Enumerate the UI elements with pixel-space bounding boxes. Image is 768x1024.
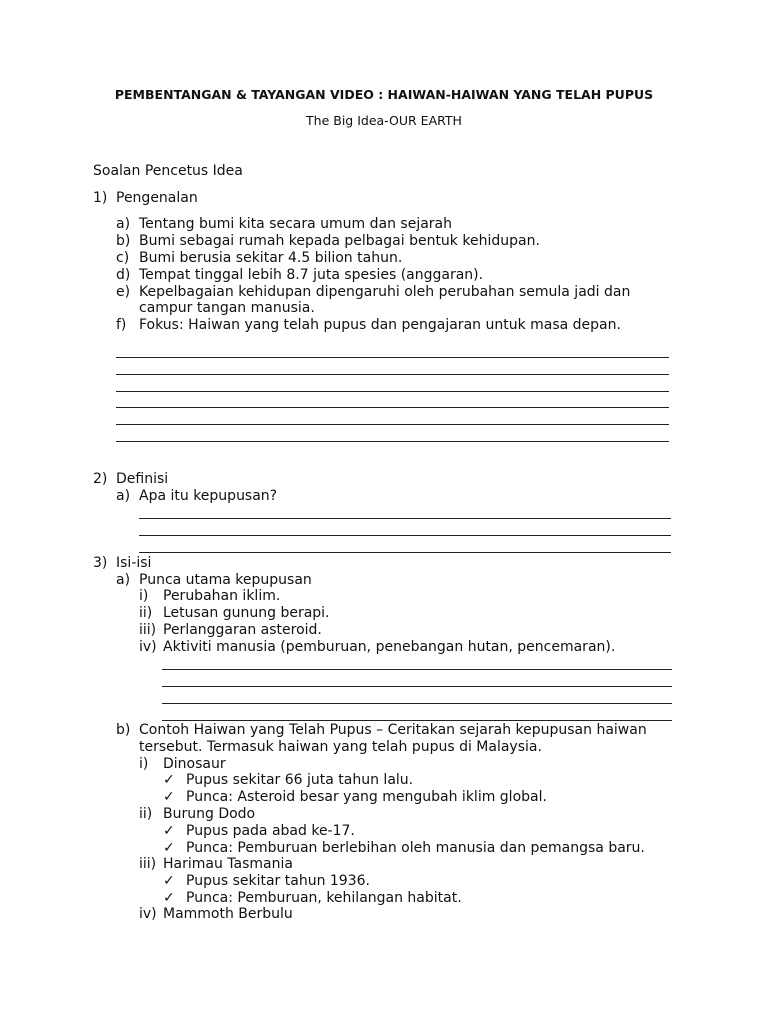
list-marker: i): [139, 756, 149, 772]
answer-line: [139, 518, 671, 519]
bullet-text: Punca: Pemburuan, kehilangan habitat.: [186, 890, 462, 906]
list-marker: ii): [139, 806, 153, 822]
check-point: [163, 823, 177, 840]
answer-line: [162, 669, 672, 670]
animal-name: Harimau Tasmania: [163, 856, 293, 872]
answer-line: [116, 407, 669, 408]
section-3-number: 3): [93, 555, 108, 571]
checkmark-icon: ✓: [163, 840, 175, 856]
section-1-heading: Pengenalan: [116, 190, 198, 206]
list-item: Perlanggaran asteroid.: [163, 622, 322, 638]
bullet-text: Punca: Asteroid besar yang mengubah iklim global.: [186, 789, 547, 805]
list-marker: d): [116, 267, 131, 283]
list-item: Aktiviti manusia (pemburuan, penebangan hutan, pencemaran).: [163, 639, 616, 655]
check-point: [163, 873, 177, 890]
list-item: Kepelbagaian kehidupan dipengaruhi oleh perubahan semula jadi dan: [139, 284, 631, 300]
checkmark-icon: ✓: [163, 823, 175, 839]
answer-line: [139, 535, 671, 536]
page-title: PEMBENTANGAN & TAYANGAN VIDEO : HAIWAN-HAIWAN YANG TELAH PUPUS: [114, 87, 654, 102]
answer-line: [116, 424, 669, 425]
check-point: [163, 890, 177, 907]
checkmark-icon: ✓: [163, 890, 175, 906]
check-point: [163, 789, 177, 806]
list-item: Letusan gunung berapi.: [163, 605, 330, 621]
section-3-heading: Isi-isi: [116, 555, 152, 571]
checkmark-icon: ✓: [163, 873, 175, 889]
answer-line: [116, 441, 669, 442]
list-marker: a): [116, 488, 131, 504]
bullet-text: Pupus sekitar tahun 1936.: [186, 873, 370, 889]
subsection-heading: Punca utama kepupusan: [139, 572, 312, 588]
list-item: Fokus: Haiwan yang telah pupus dan pengajaran untuk masa depan.: [139, 317, 621, 333]
bullet-text: Pupus pada abad ke-17.: [186, 823, 355, 839]
subsection-heading-continuation: tersebut. Termasuk haiwan yang telah pupus di Malaysia.: [139, 739, 542, 755]
answer-line: [162, 720, 672, 721]
list-marker: b): [116, 233, 131, 249]
list-marker: a): [116, 216, 131, 232]
check-point: [163, 840, 177, 857]
check-point: [163, 772, 177, 789]
animal-name: Mammoth Berbulu: [163, 906, 293, 922]
answer-line: [162, 703, 672, 704]
answer-line: [116, 374, 669, 375]
list-marker: iii): [139, 622, 157, 638]
list-item: Bumi berusia sekitar 4.5 bilion tahun.: [139, 250, 403, 266]
checkmark-icon: ✓: [163, 789, 175, 805]
list-marker: iii): [139, 856, 157, 872]
subsection-heading: Contoh Haiwan yang Telah Pupus – Ceritakan sejarah kepupusan haiwan: [139, 722, 647, 738]
animal-name: Dinosaur: [163, 756, 226, 772]
section-2-heading: Definisi: [116, 471, 169, 487]
bullet-text: Pupus sekitar 66 juta tahun lalu.: [186, 772, 414, 788]
list-marker: a): [116, 572, 131, 588]
list-marker: f): [116, 317, 127, 333]
list-marker: iv): [139, 639, 157, 655]
list-marker: b): [116, 722, 131, 738]
answer-line: [116, 357, 669, 358]
bullet-text: Punca: Pemburuan berlebihan oleh manusia dan pemangsa baru.: [186, 840, 645, 856]
answer-line: [162, 686, 672, 687]
list-marker: ii): [139, 605, 153, 621]
checkmark-icon: ✓: [163, 772, 175, 788]
list-marker: i): [139, 588, 149, 604]
section-2-number: 2): [93, 471, 108, 487]
section-1-number: 1): [93, 190, 108, 206]
list-item: Tentang bumi kita secara umum dan sejarah: [139, 216, 453, 232]
list-item: Tempat tinggal lebih 8.7 juta spesies (anggaran).: [139, 267, 484, 283]
list-marker: c): [116, 250, 130, 266]
list-item-continuation: campur tangan manusia.: [139, 300, 315, 316]
intro-heading: Soalan Pencetus Idea: [93, 163, 243, 179]
list-marker: iv): [139, 906, 157, 922]
list-item: Bumi sebagai rumah kepada pelbagai bentuk kehidupan.: [139, 233, 540, 249]
animal-name: Burung Dodo: [163, 806, 256, 822]
list-item: Perubahan iklim.: [163, 588, 281, 604]
answer-line: [116, 391, 669, 392]
page-subtitle: The Big Idea-OUR EARTH: [306, 113, 462, 128]
list-marker: e): [116, 284, 131, 300]
answer-line: [139, 552, 671, 553]
question-text: Apa itu kepupusan?: [139, 488, 278, 504]
